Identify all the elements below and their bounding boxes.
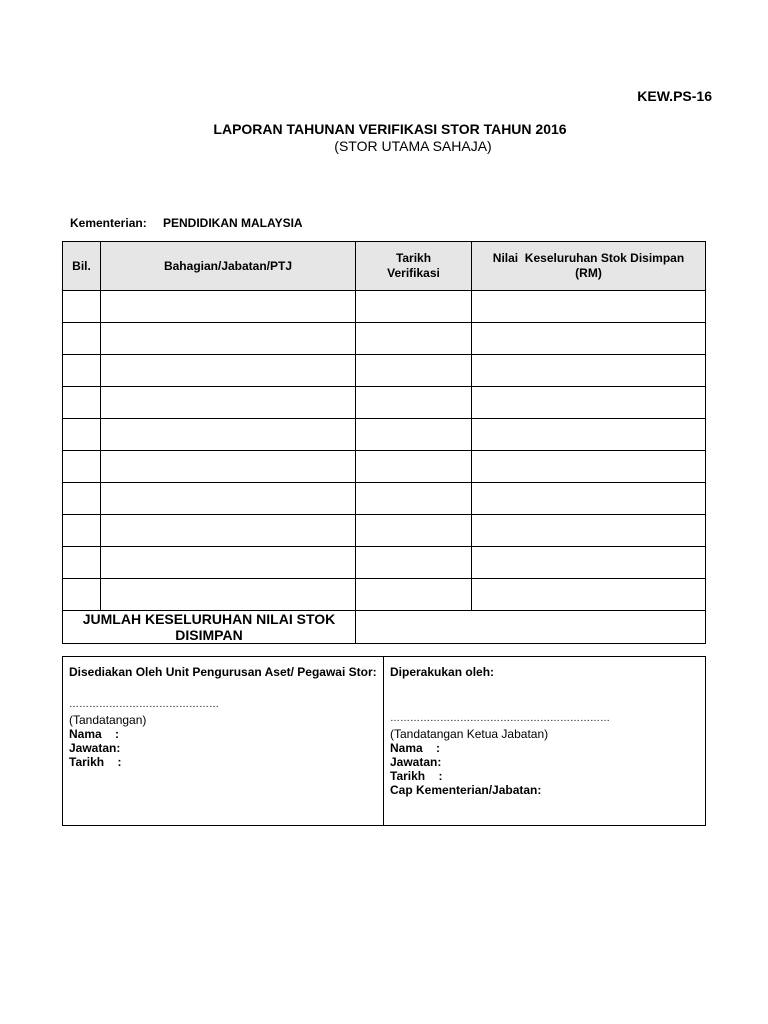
certified-by-tarikh[interactable]: Tarikh : [390, 769, 443, 783]
cell-bil[interactable] [63, 387, 101, 419]
table-row [63, 323, 706, 355]
cell-nilai[interactable] [472, 323, 706, 355]
table-body [63, 291, 706, 611]
cell-bahagian[interactable] [101, 355, 356, 387]
signature-table [62, 656, 706, 826]
cell-bil[interactable] [63, 323, 101, 355]
cell-bil[interactable] [63, 483, 101, 515]
certified-by-jawatan[interactable]: Jawatan: [390, 755, 442, 769]
certified-by-signature-line[interactable]: ………………………………………………………… [390, 714, 610, 724]
cell-tarikh[interactable] [356, 387, 472, 419]
cell-tarikh[interactable] [356, 515, 472, 547]
cell-tarikh[interactable] [356, 291, 472, 323]
cell-tarikh[interactable] [356, 547, 472, 579]
prepared-by-heading: Disediakan Oleh Unit Pengurusan Aset/ Pegawai Stor: [69, 665, 377, 679]
header-tarikh-line2: Verifikasi [387, 266, 440, 280]
cell-nilai[interactable] [472, 579, 706, 611]
cell-nilai[interactable] [472, 515, 706, 547]
form-code: KEW.PS-16 [637, 88, 712, 104]
cell-nilai[interactable] [472, 419, 706, 451]
cell-bahagian[interactable] [101, 323, 356, 355]
header-tarikh [356, 242, 472, 291]
cell-tarikh[interactable] [356, 355, 472, 387]
certified-by-heading: Diperakukan oleh: [390, 665, 495, 679]
cell-bahagian[interactable] [101, 451, 356, 483]
total-label: JUMLAH KESELURUHAN NILAI STOK DISIMPAN [63, 611, 356, 644]
prepared-by-signature-line[interactable]: ……………………………………… [69, 700, 219, 710]
cell-bil[interactable] [63, 291, 101, 323]
header-nilai-line2: (RM) [575, 266, 602, 280]
header-bil: Bil. [63, 242, 101, 291]
cell-bahagian[interactable] [101, 387, 356, 419]
cell-bil[interactable] [63, 419, 101, 451]
header-nilai [472, 242, 706, 291]
cell-bahagian[interactable] [101, 515, 356, 547]
cell-nilai[interactable] [472, 291, 706, 323]
total-row [63, 611, 706, 644]
certified-by-signature-caption: (Tandatangan Ketua Jabatan) [390, 727, 549, 741]
cell-bahagian[interactable] [101, 291, 356, 323]
cell-bil[interactable] [63, 579, 101, 611]
table-row [63, 483, 706, 515]
header-nilai-line1: Nilai Keseluruhan Stok Disimpan [492, 251, 685, 265]
cell-bahagian[interactable] [101, 419, 356, 451]
table-row [63, 387, 706, 419]
table-row [63, 291, 706, 323]
cell-tarikh[interactable] [356, 483, 472, 515]
cell-tarikh[interactable] [356, 451, 472, 483]
prepared-by-tarikh[interactable]: Tarikh : [69, 755, 122, 769]
header-bahagian: Bahagian/Jabatan/PTJ [101, 242, 356, 291]
prepared-by-jawatan[interactable]: Jawatan: [69, 741, 121, 755]
cell-bil[interactable] [63, 355, 101, 387]
table-row [63, 419, 706, 451]
cell-nilai[interactable] [472, 355, 706, 387]
certified-by-cell [384, 657, 706, 826]
table-row [63, 451, 706, 483]
cell-bahagian[interactable] [101, 579, 356, 611]
cell-nilai[interactable] [472, 387, 706, 419]
cell-nilai[interactable] [472, 451, 706, 483]
page-title: LAPORAN TAHUNAN VERIFIKASI STOR TAHUN 2016 [213, 121, 567, 137]
cell-tarikh[interactable] [356, 579, 472, 611]
certified-by-cap[interactable]: Cap Kementerian/Jabatan: [390, 783, 542, 797]
cell-bil[interactable] [63, 451, 101, 483]
cell-bahagian[interactable] [101, 547, 356, 579]
cell-tarikh[interactable] [356, 419, 472, 451]
table-row [63, 579, 706, 611]
header-tarikh-line1: Tarikh [395, 251, 432, 265]
cell-bahagian[interactable] [101, 483, 356, 515]
page-subtitle: (STOR UTAMA SAHAJA) [334, 138, 492, 154]
cell-nilai[interactable] [472, 483, 706, 515]
verification-table [62, 241, 706, 644]
table-row [63, 355, 706, 387]
ministry-line [70, 216, 303, 230]
table-header-row [63, 242, 706, 291]
ministry-label: Kementerian: [70, 216, 147, 230]
ministry-value: PENDIDIKAN MALAYSIA [163, 216, 303, 230]
total-value-cell[interactable] [356, 611, 706, 644]
prepared-by-signature-caption: (Tandatangan) [69, 713, 147, 727]
cell-nilai[interactable] [472, 547, 706, 579]
certified-by-nama[interactable]: Nama : [390, 741, 441, 755]
cell-bil[interactable] [63, 515, 101, 547]
prepared-by-cell [63, 657, 384, 826]
cell-tarikh[interactable] [356, 323, 472, 355]
prepared-by-nama[interactable]: Nama : [69, 727, 120, 741]
table-row [63, 515, 706, 547]
cell-bil[interactable] [63, 547, 101, 579]
table-row [63, 547, 706, 579]
